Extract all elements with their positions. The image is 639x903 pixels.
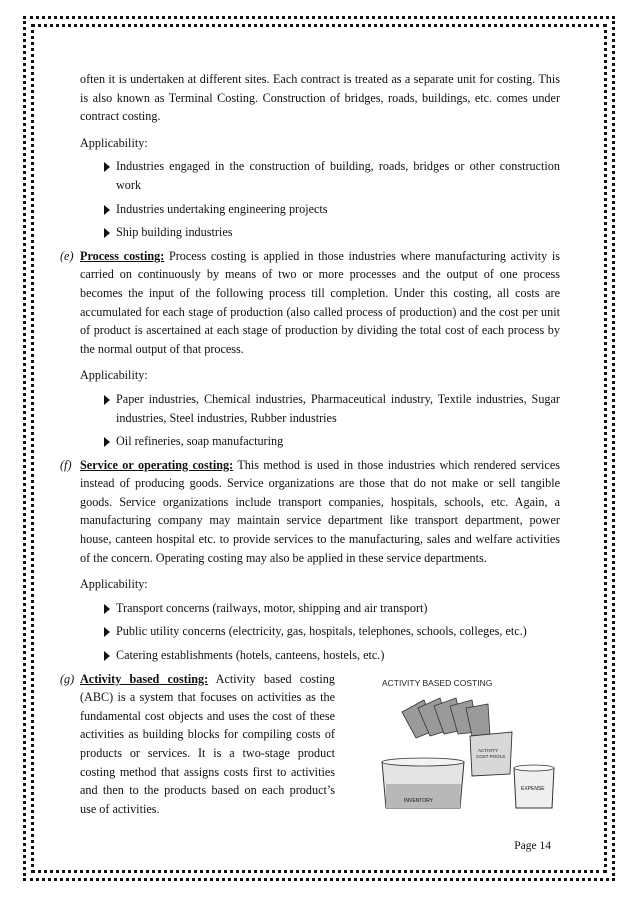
triangle-bullet-icon [104,627,110,637]
triangle-bullet-icon [104,162,110,172]
triangle-bullet-icon [104,228,110,238]
intro-applicability-label: Applicability: [80,135,148,150]
list-item: Paper industries, Chemical industries, Pharmaceutical industry, Textile industries, Sugar industries, Steel industries, Rubber industries [90,390,560,427]
activity-based-costing-section [60,670,560,819]
right-label: EXPENSE [521,785,545,792]
figure-title: ACTIVITY BASED COSTING [382,677,493,688]
section-marker: (f) [60,457,72,472]
list-item: Transport concerns (railways, motor, shipping and air transport) [90,599,560,618]
triangle-bullet-icon [104,205,110,215]
section-heading: Process costing: [80,248,165,263]
triangle-bullet-icon [104,395,110,405]
section-marker: (e) [60,248,74,263]
triangle-bullet-icon [104,651,110,661]
list-item: Industries engaged in the construction of building, roads, bridges or other construction work [90,157,560,194]
activity-based-costing-figure [372,672,562,814]
list-item: Oil refineries, soap manufacturing [90,432,560,451]
list-item: Catering establishments (hotels, canteens, hostels, etc.) [90,646,560,665]
section-text: Activity based costing (ABC) is a system that focuses on activities as the fundamental cost objects and uses the cost of these activities as building blocks for compiling costs of products or services. It is a two-stage product costing method that assigns costs first to activities and then to the products based on each product’s use of activities. [80,671,335,816]
list-item: Industries undertaking engineering projects [90,200,560,219]
process-costing-section [60,247,561,359]
pool-label-2: COST POOLS [476,753,506,759]
section-marker: (g) [60,671,75,686]
section-heading: Service or operating costing: [80,457,234,472]
section-text: Process costing is applied in those industries where manufacturing activity is carried on continuously by means of two or more processes and the output of one process becomes the input of the following process till completion. Under this costing, all costs are accumulated for each stage of production (also called process of production) and the cost per unit of product is ascertained at each stage of production by dividing the total cost of each process by the normal output of that process. [80,248,561,356]
service-applicability-label: Applicability: [80,577,148,592]
triangle-bullet-icon [104,604,110,614]
page-number: Page 14 [514,840,551,852]
left-label: INVENTORY [404,797,433,804]
list-item: Public utility concerns (electricity, gas, hospitals, telephones, schools, colleges, etc.) [90,622,560,641]
service-costing-section [60,456,560,568]
list-item: Ship building industries [90,223,560,242]
intro-paragraph: often it is undertaken at different sites. Each contract is treated as a separate unit for costing. This is also known as Terminal Costing. Construction of bridges, roads, buildings, etc. comes under contract costing. [80,72,560,124]
document-body [60,70,561,818]
process-applicability-label: Applicability: [80,368,148,383]
triangle-bullet-icon [104,437,110,447]
pool-label-1: ACTIVITY [478,747,499,753]
section-text: This method is used in those industries which rendered services instead of producing goods. Service organizations are those that do not make or sell tangible goods. Service organizations include transport companies, hospitals, schools, etc. Again, a manufacturing company may maintain service department like transport department, power house, canteen hospital etc. to provide services to the manufacturing, sales and welfare activities of the concern. Operating costing may also be applied in these service departments. [80,457,560,565]
section-heading: Activity based costing: [80,671,209,686]
